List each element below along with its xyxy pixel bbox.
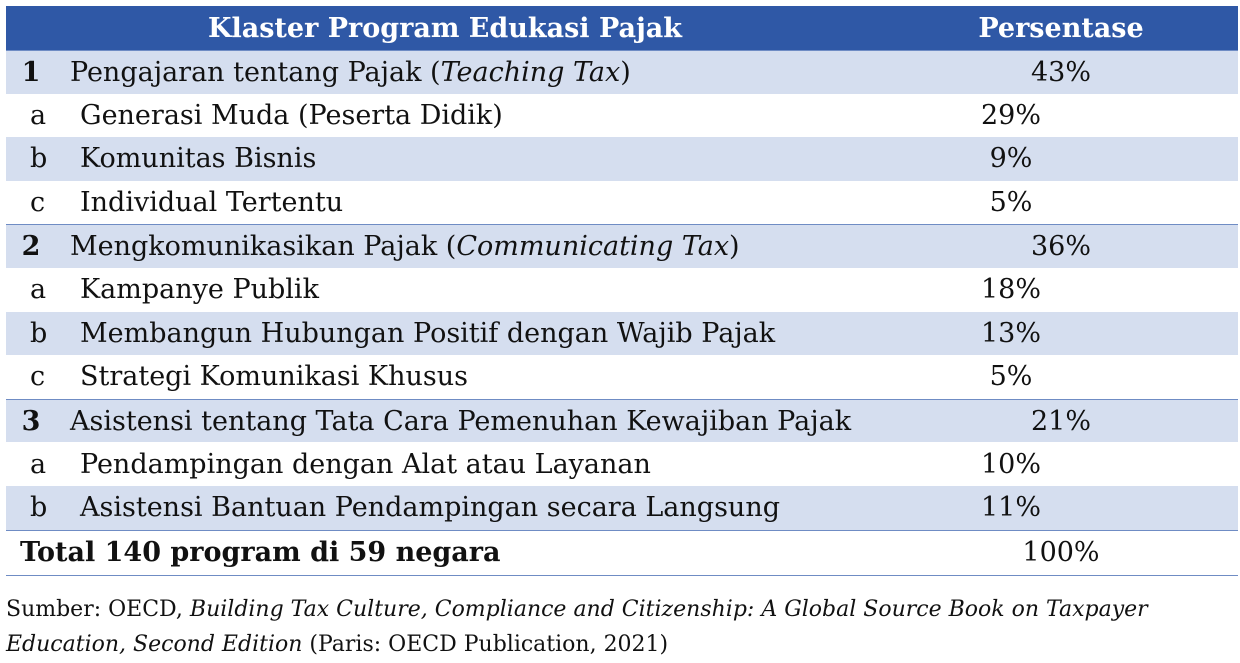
group-number: 1 [21,56,41,88]
item-row [6,486,1238,530]
item-label: Asistensi Bantuan Pendampingan secara Langsung [80,492,780,524]
group-number: 3 [21,405,41,437]
item-percent: 5% [989,187,1033,219]
item-label: Pendampingan dengan Alat atau Layanan [80,448,651,480]
tax-education-table [6,6,1238,576]
table-header [6,6,1238,50]
item-letter: c [30,361,46,393]
item-label: Kampanye Publik [80,274,319,306]
item-row [6,355,1238,399]
group-percent: 21% [1030,405,1091,437]
group-label: Pengajaran tentang Pajak (Teaching Tax) [70,56,631,88]
group-percent: 36% [1030,231,1091,263]
item-row [6,94,1238,138]
group-percent: 43% [1030,56,1091,88]
item-label: Generasi Muda (Peserta Didik) [80,99,503,131]
item-label: Individual Tertentu [80,187,344,219]
item-letter: a [30,99,47,131]
item-percent: 18% [980,274,1041,306]
item-percent: 5% [989,361,1033,393]
item-label: Strategi Komunikasi Khusus [80,361,468,393]
item-row [6,137,1238,181]
item-letter: b [30,143,48,175]
total-row [6,530,1238,576]
group-number: 2 [21,231,41,263]
item-percent: 29% [980,99,1041,131]
item-row [6,442,1238,486]
item-letter: a [30,448,47,480]
source-note: Sumber: OECD, Building Tax Culture, Compliance and Citizenship: A Global Source Book on Taxpayer Education, Second Edition (Paris: OECD Publication, 2021) [6,597,1148,657]
header-percent: Persentase [978,12,1144,44]
item-row [6,312,1238,356]
item-percent: 13% [980,317,1041,349]
group-row-3 [6,399,1238,443]
total-percent: 100% [1022,537,1100,569]
item-percent: 10% [980,448,1041,480]
item-letter: c [30,187,46,219]
item-letter: a [30,274,47,306]
item-letter: b [30,317,48,349]
item-letter: b [30,492,48,524]
total-label: Total 140 program di 59 negara [20,537,501,569]
item-label: Komunitas Bisnis [80,143,317,175]
item-percent: 11% [980,492,1041,524]
item-label: Membangun Hubungan Positif dengan Wajib Pajak [80,317,776,349]
item-row [6,268,1238,312]
group-row-1 [6,50,1238,94]
item-percent: 9% [989,143,1033,175]
group-label: Asistensi tentang Tata Cara Pemenuhan Kewajiban Pajak [70,405,852,437]
group-label: Mengkomunikasikan Pajak (Communicating Tax) [70,231,740,263]
group-row-2 [6,224,1238,268]
item-row [6,181,1238,225]
header-cluster: Klaster Program Edukasi Pajak [208,12,682,44]
